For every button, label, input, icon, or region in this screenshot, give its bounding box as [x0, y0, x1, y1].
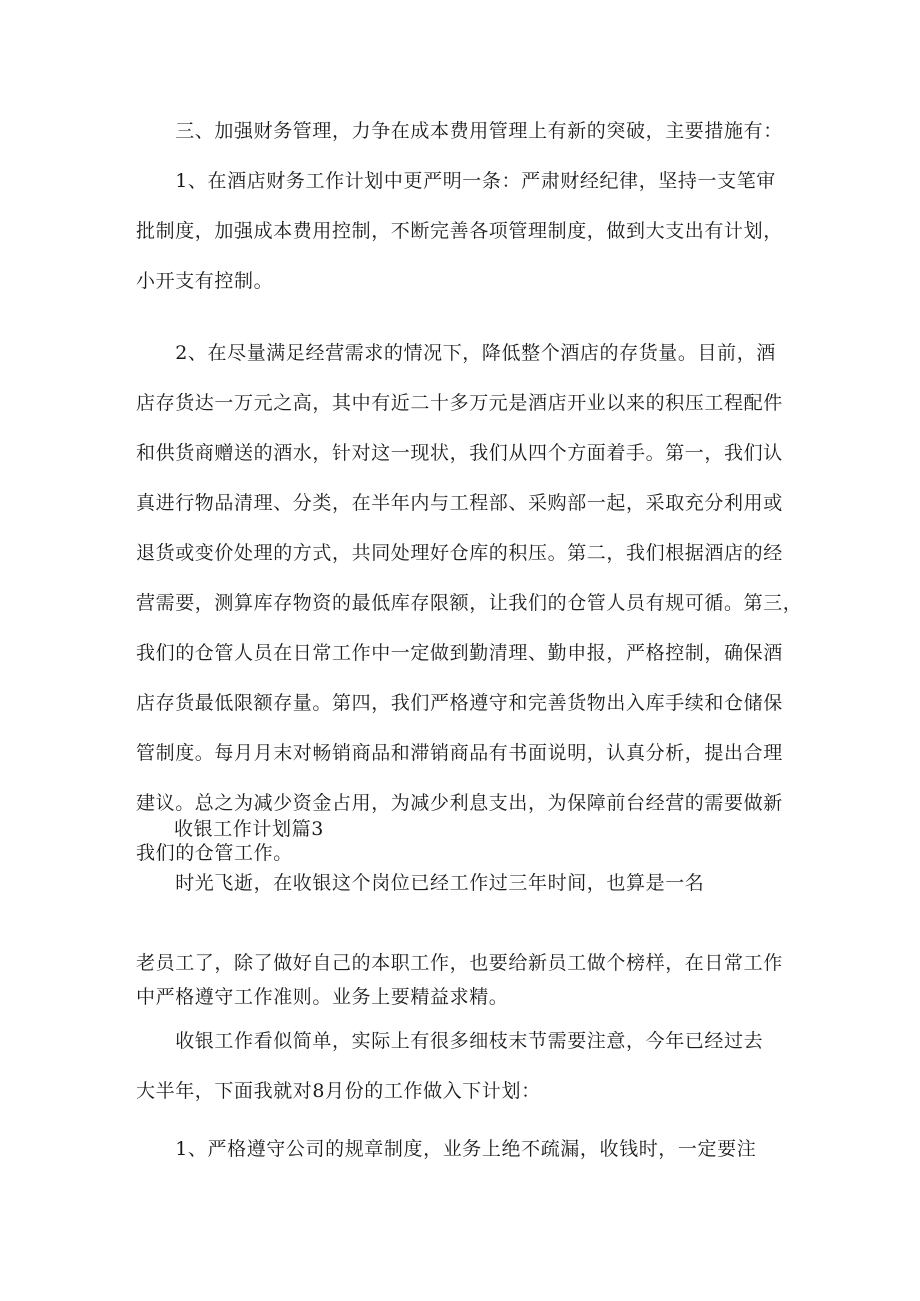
paragraph-finance-management: [136, 106, 792, 156]
paragraph-item-1: [136, 156, 792, 306]
text-line: 我们的仓管工作。: [136, 842, 293, 864]
text-line: 老员工了，除了做好自己的本职工作，也要给新员工做个榜样，在日常工作: [136, 952, 783, 974]
paragraph-intro-continued: [136, 946, 792, 1014]
text-line: 我们的仓管人员在日常工作中一定做到勤清理、勤申报，严格控制，确保酒: [136, 642, 783, 664]
text-line: 店存货最低限额存量。第四，我们严格遵守和完善货物出入库手续和仓储保: [136, 692, 783, 714]
text-line: 营需要，测算库存物资的最低库存限额，让我们的仓管人员有规可循。第三，: [136, 592, 803, 614]
text-line: 小开支有控制。: [136, 270, 274, 292]
text-line: 2、在尽量满足经营需求的情况下，降低整个酒店的存货量。目前，酒: [136, 342, 776, 364]
text-line: 中严格遵守工作准则。业务上要精益求精。: [136, 986, 509, 1008]
text-line: 和供货商赠送的酒水，针对这一现状，我们从四个方面着手。第一，我们认: [136, 442, 783, 464]
paragraph-plan-intro: [136, 1016, 792, 1116]
text-line: 管制度。每月月末对畅销商品和滞销商品有书面说明，认真分析，提出合理: [136, 742, 783, 764]
text-line: 1、严格遵守公司的规章制度，业务上绝不疏漏，收钱时，一定要注: [136, 1138, 757, 1160]
text-line: 收银工作看似简单，实际上有很多细枝末节需要注意，今年已经过去: [136, 1030, 764, 1052]
text-line: 批制度，加强成本费用控制，不断完善各项管理制度，做到大支出有计划，: [136, 220, 783, 242]
text-line: 店存货达一万元之高，其中有近二十多万元是酒店开业以来的积压工程配件: [136, 392, 783, 414]
text-line: 建议。总之为减少资金占用，为减少利息支出，为保障前台经营的需要做新: [136, 792, 783, 814]
paragraph-plan-item-1: [136, 1124, 792, 1174]
text-line: 大半年，下面我就对8月份的工作做入下计划：: [136, 1080, 541, 1102]
text-line: 三、加强财务管理，力争在成本费用管理上有新的突破，主要措施有：: [136, 120, 783, 142]
paragraph-item-2: [136, 328, 803, 878]
text-line: 退货或变价处理的方式，共同处理好仓库的积压。第二，我们根据酒店的经: [136, 542, 783, 564]
section-heading: 收银工作计划篇3: [174, 818, 324, 840]
text-line: 1、在酒店财务工作计划中更严明一条：严肃财经纪律，坚持一支笔审: [136, 170, 776, 192]
paragraph-intro: [136, 858, 792, 908]
text-line: 时光飞逝，在收银这个岗位已经工作过三年时间，也算是一名: [136, 872, 705, 894]
text-line: 真进行物品清理、分类，在半年内与工程部、采购部一起，采取充分利用或: [136, 492, 783, 514]
